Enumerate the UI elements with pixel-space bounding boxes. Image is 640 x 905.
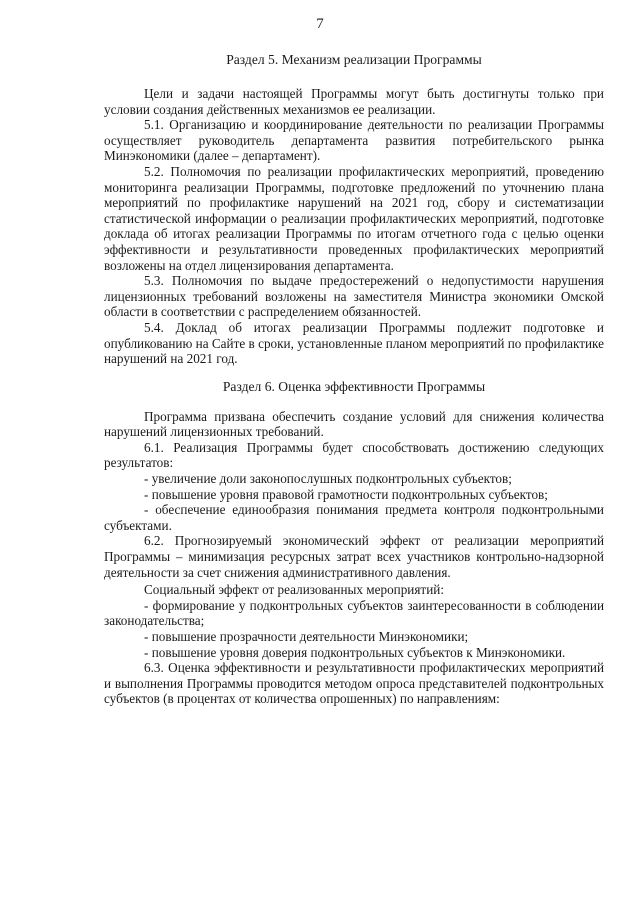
section-5-paragraph-5-3: 5.3. Полномочия по выдаче предостережений о недопустимости нарушения лицензионных требований возложены на заместителя Министра экономики Омской области в соответствии с распределением обязанностей. [104,273,604,320]
section-6-social-effect: Социальный эффект от реализованных мероприятий: [144,582,444,598]
section-6-paragraph-6-1: 6.1. Реализация Программы будет способствовать достижению следующих результатов: [104,439,604,471]
section-6-paragraph-intro: Программа призвана обеспечить создание условий для снижения количества нарушений лицензионных требований. [104,408,604,440]
section-6-paragraph-6-3: 6.3. Оценка эффективности и результативности профилактических мероприятий и выполнения Программы проводится методом опроса представителей подконтрольных субъектов (в процентах от количества опрошенных) по направлениям: [104,660,604,707]
section-6-heading: Раздел 6. Оценка эффективности Программы [222,378,486,394]
section-6-bullet-3: - обеспечение единообразия понимания предмета контроля подконтрольными субъектами. [104,502,604,533]
section-5-paragraph-intro: Цели и задачи настоящей Программы могут быть достигнуты только при условии создания действенных механизмов ее реализации. [104,86,604,117]
section-6-bullet-2: - повышение уровня правовой грамотности подконтрольных субъектов; [144,486,548,502]
section-5-paragraph-5-1: 5.1. Организацию и координирование деятельности по реализации Программы осуществляет руководитель департамента развития потребительского рынка Минэкономики (далее – департамент). [104,117,604,164]
section-5-heading: Раздел 5. Механизм реализации Программы [226,52,482,67]
page-number: 7 [316,16,324,32]
section-5-paragraph-5-2: 5.2. Полномочия по реализации профилактических мероприятий, проведению мониторинга реализации Программы, подготовке предложений по уточнению плана мероприятий по профилактике нарушений на 2021 год, сбору и систематизации статистической информации о реализации профилактических мероприятий, подготовке доклада об итогах реализации Программы по итогам отчетного года с целью оценки эффективности и результативности проведенных профилактических мероприятий возложены на отдел лицензирования департамента. [104,163,604,273]
section-6-bullet-1: - увеличение доли законопослушных подконтрольных субъектов; [144,471,512,487]
section-6-bullet-6: - повышение уровня доверия подконтрольных субъектов к Минэкономики. [144,644,566,660]
section-6-bullet-4: - формирование у подконтрольных субъектов заинтересованности в соблюдении законодательства; [104,597,604,629]
section-5-paragraph-5-4: 5.4. Доклад об итогах реализации Программы подлежит подготовке и опубликованию на Сайте в сроки, установленные планом мероприятий по профилактике нарушений на 2021 год. [104,319,604,367]
section-6-bullet-5: - повышение прозрачности деятельности Минэкономики; [144,629,469,644]
section-6-paragraph-6-2: 6.2. Прогнозируемый экономический эффект от реализации мероприятий Программы – минимизация ресурсных затрат всех участников контрольно-надзорной деятельности за счет снижения административного давления. [104,533,604,580]
page-content [104,52,604,707]
